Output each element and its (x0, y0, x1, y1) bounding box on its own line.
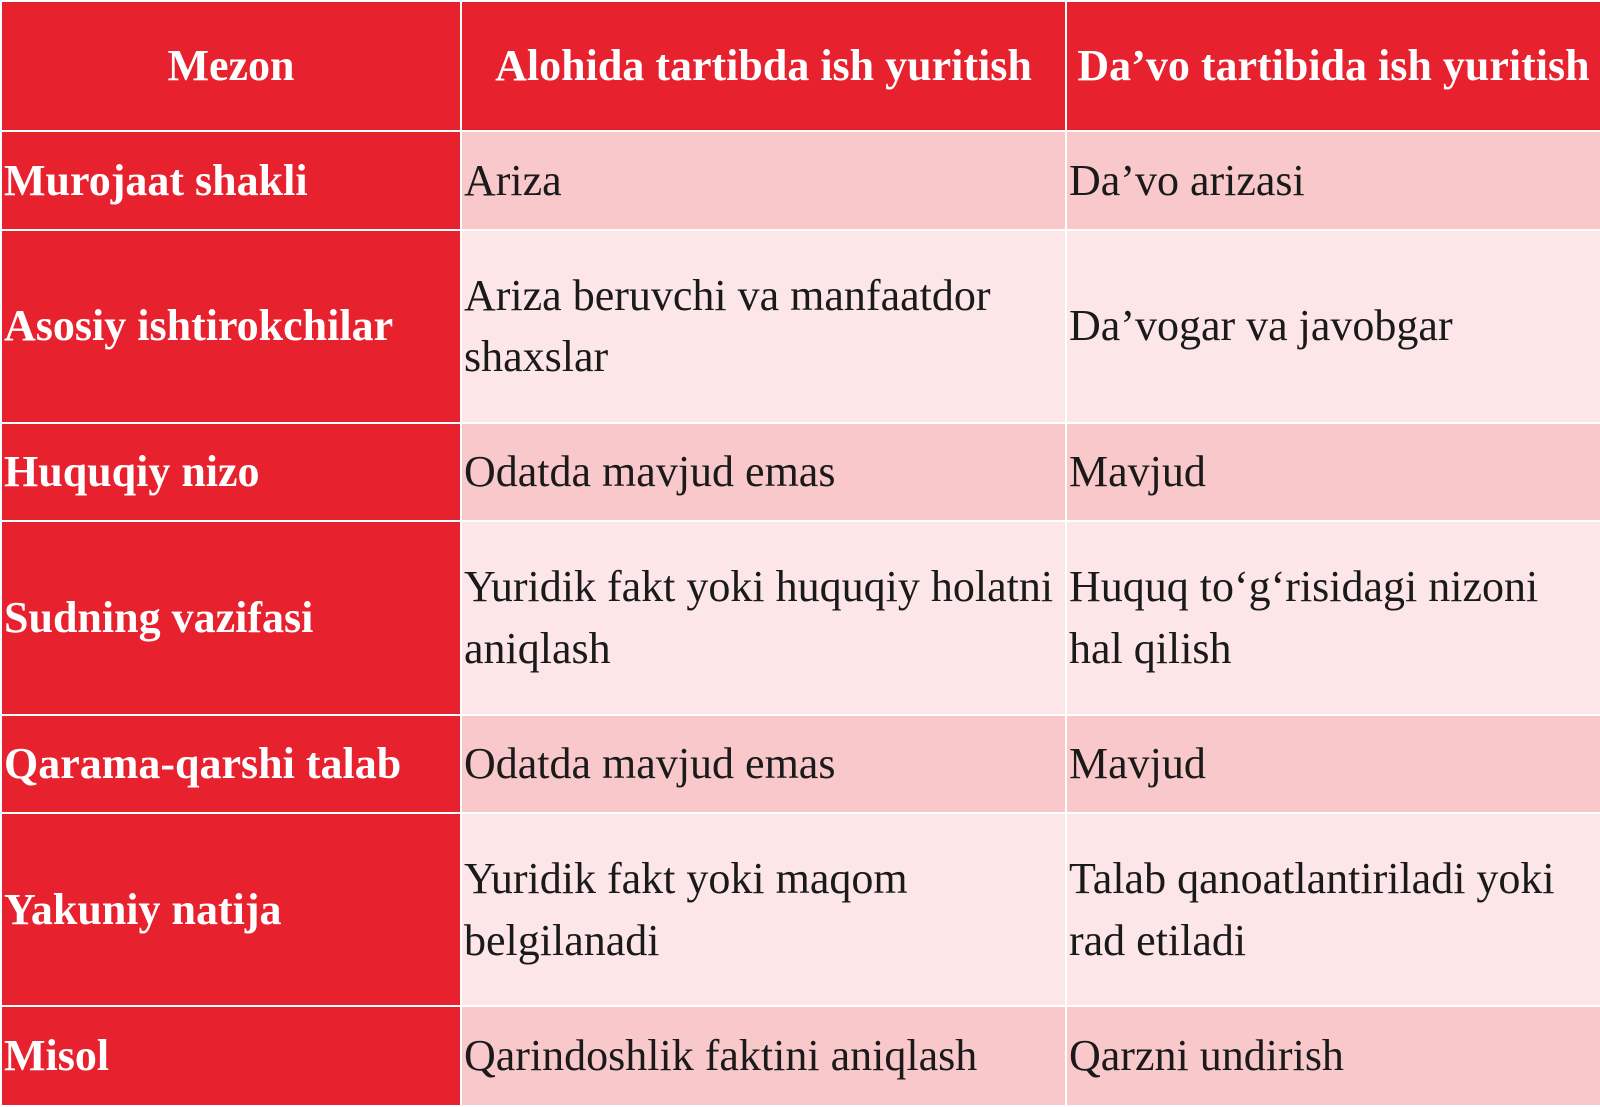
row-separate-value: Yuridik fakt yoki maqom belgilanadi (461, 813, 1066, 1006)
row-claim-value: Da’vo arizasi (1066, 131, 1600, 230)
table-row (1, 230, 1600, 423)
row-claim-value: Da’vogar va javobgar (1066, 230, 1600, 423)
row-criterion: Sudning vazifasi (1, 521, 461, 714)
table-row (1, 131, 1600, 230)
row-separate-value: Odatda mavjud emas (461, 423, 1066, 522)
header-claim-proceedings: Da’vo tartibida ish yuritish (1066, 1, 1600, 131)
table-header (1, 1, 1600, 131)
row-criterion: Asosiy ishtirokchilar (1, 230, 461, 423)
row-criterion: Huquqiy nizo (1, 423, 461, 522)
table-row (1, 715, 1600, 814)
row-separate-value: Qarindoshlik faktini aniqlash (461, 1006, 1066, 1106)
table-row (1, 423, 1600, 522)
table-row (1, 521, 1600, 714)
row-separate-value: Yuridik fakt yoki huquqiy holatni aniqlash (461, 521, 1066, 714)
row-claim-value: Mavjud (1066, 715, 1600, 814)
row-criterion: Murojaat shakli (1, 131, 461, 230)
table-row (1, 813, 1600, 1006)
row-separate-value: Ariza beruvchi va manfaatdor shaxslar (461, 230, 1066, 423)
row-criterion: Yakuniy natija (1, 813, 461, 1006)
row-criterion: Misol (1, 1006, 461, 1106)
row-claim-value: Mavjud (1066, 423, 1600, 522)
header-separate-proceedings: Alohida tartibda ish yuritish (461, 1, 1066, 131)
table-body (1, 131, 1600, 1106)
row-claim-value: Qarzni undirish (1066, 1006, 1600, 1106)
header-criterion: Mezon (1, 1, 461, 131)
row-separate-value: Ariza (461, 131, 1066, 230)
table-row (1, 1006, 1600, 1106)
row-claim-value: Talab qanoatlantiriladi yoki rad etiladi (1066, 813, 1600, 1006)
row-criterion: Qarama-qarshi talab (1, 715, 461, 814)
header-row (1, 1, 1600, 131)
row-separate-value: Odatda mavjud emas (461, 715, 1066, 814)
row-claim-value: Huquq to‘g‘risidagi nizoni hal qilish (1066, 521, 1600, 714)
